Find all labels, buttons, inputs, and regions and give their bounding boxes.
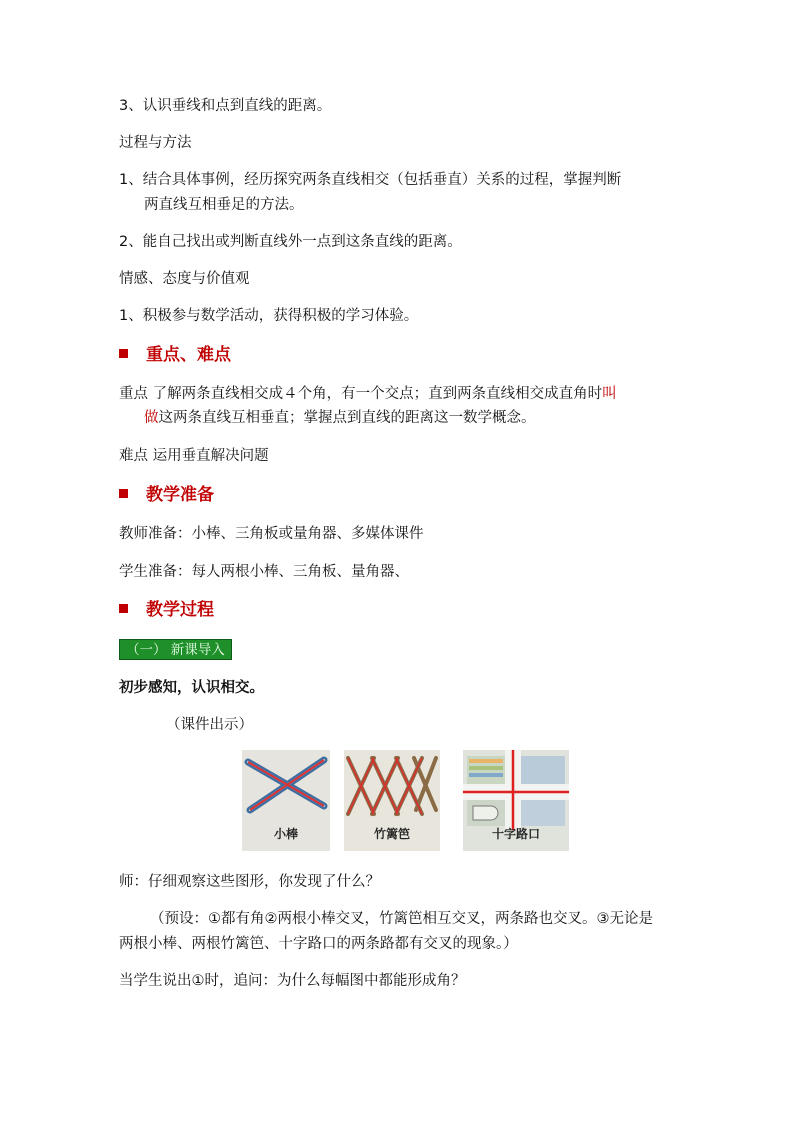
student-preparation: 学生准备：每人两根小棒、三角板、量角器、	[119, 564, 409, 580]
heading-text: 重点、难点	[146, 345, 231, 365]
label-process-method: 过程与方法	[119, 135, 192, 151]
heading-bullet	[119, 349, 128, 358]
preset-answer-b: 两根小棒、两根竹篱笆、十字路口的两条路都有交叉的现象。）	[119, 936, 518, 952]
intro-heading: 初步感知，认识相交。	[119, 680, 264, 696]
section-label-new-lesson: （一） 新课导入	[119, 639, 232, 660]
label-emotion: 情感、态度与价值观	[119, 271, 250, 287]
heading-text: 教学准备	[146, 485, 214, 505]
image-caption: 小棒	[273, 827, 298, 841]
line-process-2: 2、能自己找出或判断直线外一点到这条直线的距离。	[119, 234, 462, 250]
line-objective-3: 3、认识垂线和点到直线的距离。	[119, 98, 332, 114]
difficult-point: 难点 运用垂直解决问题	[119, 448, 269, 464]
heading-text: 教学过程	[146, 600, 214, 620]
image-bamboo-fence	[344, 750, 440, 851]
line-process-1a: 1、结合具体事例，经历探究两条直线相交（包括垂直）关系的过程，掌握判断	[119, 172, 622, 188]
follow-up-question: 当学生说出①时，追问：为什么每幅图中都能形成角？	[119, 973, 466, 989]
key-point-line-b: 做这两条直线互相垂直；掌握点到直线的距离这一数学概念。	[144, 410, 536, 426]
courseware-note: （课件出示）	[166, 717, 253, 733]
heading-preparation	[119, 484, 214, 506]
heading-bullet	[119, 489, 128, 498]
teacher-question: 师：仔细观察这些图形，你发现了什么？	[119, 874, 380, 890]
heading-key-points	[119, 344, 231, 366]
teacher-preparation: 教师准备：小棒、三角板或量角器、多媒体课件	[119, 526, 424, 542]
heading-process	[119, 599, 214, 621]
image-crossroads	[463, 750, 569, 851]
image-sticks	[242, 750, 330, 851]
heading-bullet	[119, 604, 128, 613]
image-caption: 十字路口	[491, 827, 540, 841]
preset-answer-a: （预设：①都有角②两根小棒交叉，竹篱笆相互交叉，两条路也交叉。③无论是	[150, 911, 653, 927]
key-point-line-a: 重点 了解两条直线相交成４个角，有一个交点；直到两条直线相交成直角时叫	[119, 386, 617, 402]
line-emotion-1: 1、积极参与数学活动，获得积极的学习体验。	[119, 308, 419, 324]
image-caption: 竹篱笆	[373, 827, 410, 841]
line-process-1b: 两直线互相垂足的方法。	[144, 197, 304, 213]
